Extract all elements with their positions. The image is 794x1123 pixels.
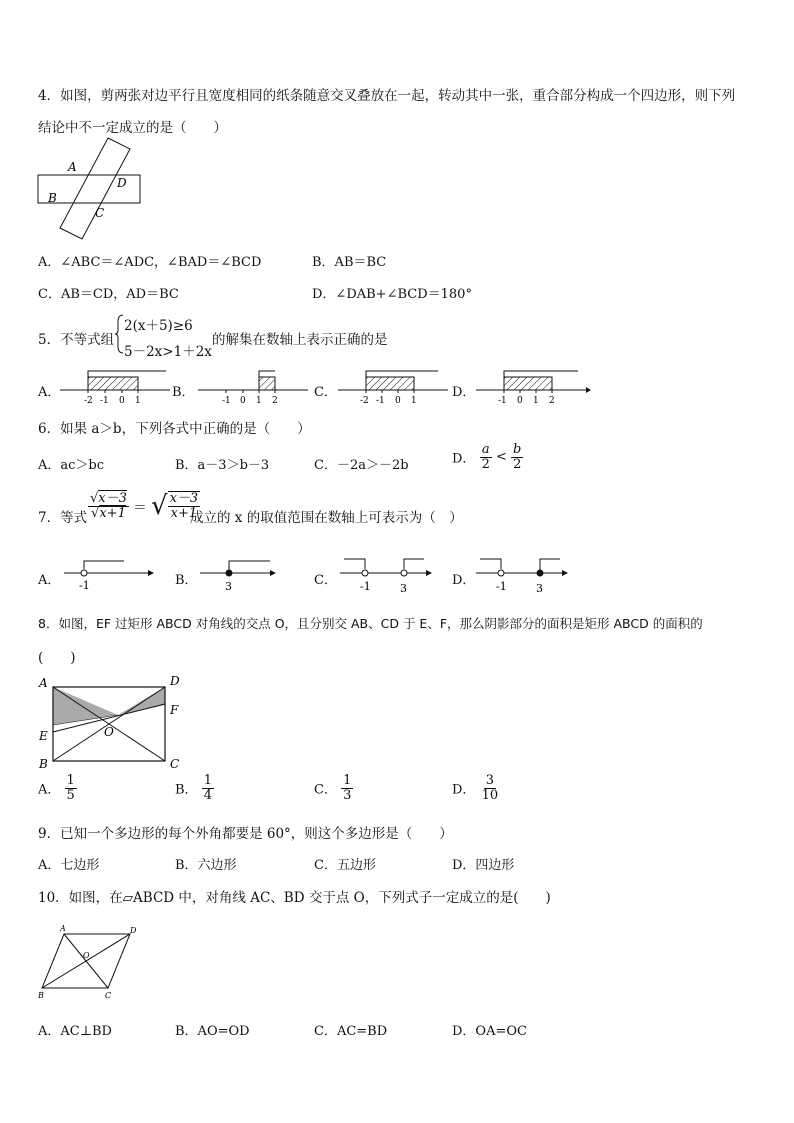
q7-stem-suffix: 成立的 x 的取值范围在数轴上可表示为（ ） [190, 510, 463, 526]
q7a-label: -1 [79, 579, 90, 592]
q10-label-c: C [105, 991, 112, 1000]
q5-stem-suffix: 的解集在数轴上表示正确的是 [212, 332, 388, 348]
q7-option-c-letter[interactable]: C． [314, 573, 337, 588]
q8-option-c-letter: C． [314, 782, 337, 798]
q5d-tick: 0 [517, 396, 523, 406]
q9-stem: 9．已知一个多边形的每个外角都要是 60°，则这个多边形是（ ） [38, 826, 453, 842]
q5-option-b-letter[interactable]: B． [172, 385, 195, 400]
q8-stem-line2: ( ) [38, 650, 76, 666]
q7-left-num: x－3 [98, 490, 127, 506]
q5-inequality-2: 5－2x>1＋2x [124, 344, 212, 360]
q10-label-d: D [130, 926, 137, 935]
q10-option-a[interactable]: A．AC⊥BD [38, 1024, 112, 1039]
q5c-tick: -1 [376, 396, 385, 406]
q8-label-o: O [104, 725, 114, 739]
q8-a-num: 1 [66, 773, 75, 788]
q5d-tick: 1 [533, 396, 539, 406]
q4-paper-strips-figure [30, 135, 160, 245]
q7-option-b-letter[interactable]: B． [175, 573, 198, 588]
q10-option-d[interactable]: D．OA=OC [452, 1024, 527, 1039]
q8-c-den: 3 [343, 787, 352, 803]
q8-option-b-letter: B． [175, 782, 198, 798]
q6-option-c[interactable]: C．－2a＞－2b [314, 458, 409, 473]
q5b-tick: 2 [272, 396, 278, 406]
q10-option-b[interactable]: B．AO=OD [175, 1024, 250, 1039]
q6-d-relation: < [496, 449, 507, 465]
q5-brace [114, 314, 124, 354]
q4-stem-line2: 结论中不一定成立的是（ ） [38, 120, 227, 136]
q7c-label: -1 [360, 580, 371, 593]
q5-number-line-c[interactable] [336, 366, 451, 408]
q7d-label: -1 [496, 580, 507, 593]
q5b-tick: 0 [240, 396, 246, 406]
q4-label-a: A [68, 160, 77, 174]
q8-b-den: 4 [203, 787, 212, 803]
q10-stem: 10．如图，在▱ABCD 中，对角线 AC、BD 交于点 O，下列式子一定成立的是( ) [38, 890, 551, 906]
q9-option-b[interactable]: B．六边形 [175, 858, 237, 873]
q4-label-c: C [95, 206, 105, 220]
q5a-tick: 0 [119, 396, 125, 406]
q7-stem-prefix: 7．等式 [38, 510, 88, 526]
q8-option-a[interactable] [38, 774, 77, 802]
q5-option-a-letter[interactable]: A． [38, 385, 61, 400]
q7-right-den: x+1 [170, 506, 198, 521]
q8-d-num: 3 [485, 773, 494, 788]
q6-d-den2: 2 [513, 456, 522, 472]
q8-option-d-letter: D． [452, 782, 476, 798]
q5a-tick: -2 [84, 396, 93, 406]
q4-option-c[interactable]: C．AB＝CD，AD＝BC [38, 287, 179, 302]
q7-option-d-letter[interactable]: D． [452, 573, 476, 588]
q8-option-c[interactable] [314, 774, 353, 802]
q5b-tick: 1 [256, 396, 262, 406]
q4-stem-line1: 4．如图，剪两张对边平行且宽度相同的纸条随意交叉叠放在一起，转动其中一张，重合部分构成一个四边形，则下列 [38, 88, 736, 104]
q10-parallelogram-figure [34, 922, 149, 1004]
q8-rectangle-figure [34, 670, 194, 775]
q4-option-b[interactable]: B．AB＝BC [312, 255, 387, 270]
q9-option-c[interactable]: C．五边形 [314, 858, 376, 873]
q5a-tick: -1 [100, 396, 109, 406]
q10-label-b: B [38, 991, 44, 1000]
q5c-tick: -2 [360, 396, 369, 406]
q5-option-c-letter[interactable]: C． [314, 385, 337, 400]
q7-right-num: x－3 [169, 491, 199, 507]
q7-number-line-c[interactable] [340, 553, 435, 593]
q5c-tick: 0 [395, 396, 401, 406]
q5-number-line-a[interactable] [58, 366, 173, 408]
q5-stem-prefix: 5．不等式组 [38, 332, 115, 348]
q7c-label: 3 [400, 582, 407, 595]
q8-label-f: F [170, 703, 179, 717]
q7-option-a-letter[interactable]: A． [38, 573, 61, 588]
q8-label-e: E [39, 729, 48, 743]
q4-label-d: D [117, 176, 127, 190]
q5-option-d-letter[interactable]: D． [452, 385, 476, 400]
q5d-tick: -1 [498, 396, 507, 406]
q6-d-num2: b [513, 442, 522, 457]
q8-option-d[interactable] [452, 774, 500, 802]
q9-option-a[interactable]: A．七边形 [38, 858, 100, 873]
q8-option-b[interactable] [175, 774, 214, 802]
q6-option-d[interactable] [452, 443, 523, 471]
q5b-tick: -1 [222, 396, 231, 406]
q8-c-num: 1 [343, 773, 352, 788]
q8-label-d: D [170, 674, 180, 688]
q6-option-a[interactable]: A．ac＞bc [38, 458, 105, 473]
q8-option-a-letter: A． [38, 782, 61, 798]
q6-d-den1: 2 [481, 456, 490, 472]
q8-label-b: B [39, 757, 48, 771]
q10-label-o: O [83, 951, 90, 960]
q7-number-line-b[interactable] [200, 553, 280, 593]
q4-label-b: B [48, 191, 57, 205]
q7d-label: 3 [536, 582, 543, 595]
q10-option-c[interactable]: C．AC=BD [314, 1024, 388, 1039]
q5c-tick: 1 [411, 396, 417, 406]
q6-d-num1: a [481, 442, 490, 457]
q7-left-den: x+1 [99, 505, 126, 521]
q4-option-d[interactable]: D．∠DAB+∠BCD＝180° [312, 287, 472, 302]
q7-number-line-a[interactable] [64, 553, 156, 593]
q6-stem: 6．如果 a＞b，下列各式中正确的是（ ） [38, 421, 311, 437]
q7-number-line-d[interactable] [476, 553, 571, 593]
q5-inequality-1: 2(x＋5)≥6 [124, 318, 193, 334]
q10-label-a: A [60, 924, 66, 933]
q6-option-d-letter: D． [452, 451, 476, 467]
q8-d-den: 10 [481, 787, 499, 803]
q8-a-den: 5 [66, 787, 75, 803]
q5a-tick: 1 [135, 396, 141, 406]
q8-b-num: 1 [203, 773, 212, 788]
q8-stem-line1: 8．如图，EF 过矩形 ABCD 对角线的交点 O，且分别交 AB、CD 于 E、F，那么阴影部分的面积是矩形 ABCD 的面积的 [38, 616, 703, 631]
q7b-label: 3 [225, 580, 232, 593]
q8-label-a: A [39, 676, 48, 690]
q7-equation: $\frac{√x-3}{√x+1}$ ＝ √ $\frac{x-3}{x+1}$ [90, 490, 199, 521]
q8-label-c: C [170, 757, 180, 771]
q5-number-line-d[interactable] [474, 366, 592, 408]
q5d-tick: 2 [549, 396, 555, 406]
q6-option-b[interactable]: B．a－3＞b－3 [175, 458, 270, 473]
q4-option-a[interactable]: A．∠ABC＝∠ADC，∠BAD＝∠BCD [38, 255, 262, 270]
q9-option-d[interactable]: D．四边形 [452, 858, 515, 873]
q5-number-line-b[interactable] [196, 366, 311, 408]
